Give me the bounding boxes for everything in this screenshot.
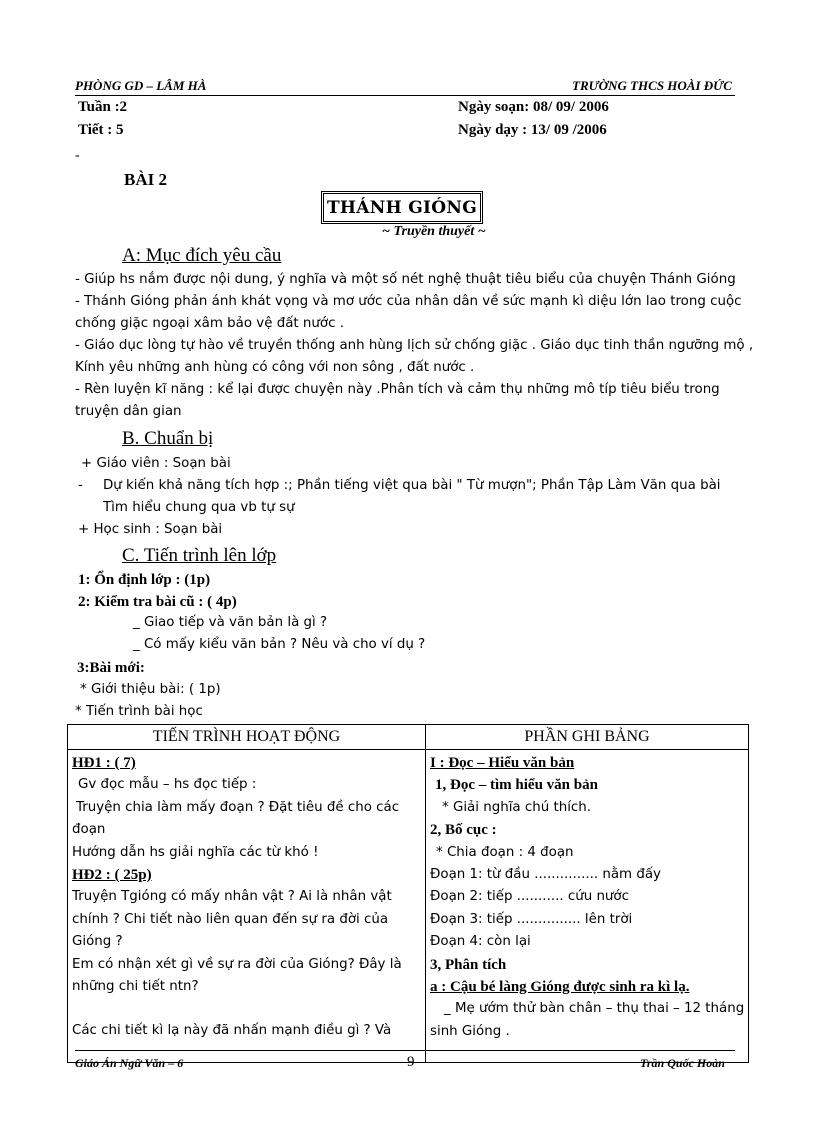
school-district: PHÒNG GD – LÂM HÀ <box>75 78 207 93</box>
section-a-line: - Thánh Gióng phản ánh khát vọng và mơ ước của nhân dân về sức mạnh kì diệu lớn lao trong cuộc <box>75 294 742 309</box>
lesson-table <box>67 724 749 1063</box>
section-c-heading: C. Tiến trình lên lớp <box>122 545 277 566</box>
board-cell <box>426 750 749 1063</box>
section-b-line: Tìm hiểu chung qua vb tự sự <box>103 500 295 515</box>
lesson-number: BÀI 2 <box>124 170 167 189</box>
board-line: * Giải nghĩa chú thích. <box>442 799 592 815</box>
period-label: Tiết : 5 <box>78 122 124 138</box>
board-line: Đoạn 2: tiếp ........... cứu nước <box>430 889 629 905</box>
board-heading-1: I : Đọc – Hiểu văn bản <box>430 755 575 771</box>
header-rule <box>75 95 735 96</box>
section-a-line: truyện dân gian <box>75 404 182 419</box>
prep-date: Ngày soạn: 08/ 09/ 2006 <box>458 99 609 115</box>
section-a-line: - Giúp hs nắm được nội dung, ý nghĩa và một số nét nghệ thuật tiêu biểu của chuyện Thánh Gióng <box>75 272 736 287</box>
section-a-line: - Rèn luyện kĩ năng : kể lại được chuyện này .Phân tích và cảm thụ những mô típ tiêu biểu trong <box>75 382 720 397</box>
activity-line: Các chi tiết kì lạ này đã nhấn mạnh điều gì ? Và <box>72 1023 392 1039</box>
section-a-line: chống giặc ngoại xâm bảo vệ đất nước . <box>75 316 344 331</box>
board-subheading: 3, Phân tích <box>430 956 507 973</box>
lesson-title: THÁNH GIÓNG <box>321 191 483 224</box>
section-a-heading: A: Mục đích yêu cầu <box>122 245 282 266</box>
section-a-line: Kính yêu những anh hùng có công với non sông , đất nước . <box>75 360 475 375</box>
review-question: _ Có mấy kiểu văn bản ? Nêu và cho ví dụ ? <box>133 637 426 652</box>
footer-author: Trần Quốc Hoàn <box>640 1056 725 1070</box>
activity-line: những chi tiết ntn? <box>72 979 199 995</box>
section-b-bullet: - <box>78 478 83 493</box>
section-b-line: Dự kiến khả năng tích hợp :; Phần tiếng việt qua bài " Từ mượn"; Phần Tập Làm Văn qua bài <box>103 478 721 493</box>
section-a-line: - Giáo dục lòng tự hào về truyền thống anh hùng lịch sử chống giặc . Giáo dục tinh thần ngưỡng mộ , <box>75 338 754 353</box>
board-line: Đoạn 4: còn lại <box>430 934 531 950</box>
stray-dash: - <box>75 148 80 163</box>
board-line: Đoạn 1: từ đầu ............... nằm đấy <box>430 867 661 883</box>
activity-cell <box>68 750 426 1063</box>
activity-line: Hướng dẫn hs giải nghĩa các từ khó ! <box>72 844 319 860</box>
section-b-heading: B. Chuẩn bị <box>122 428 214 449</box>
activity-line: Em có nhận xét gì về sự ra đời của Gióng? Đây là <box>72 956 402 972</box>
intro-line: * Giới thiệu bài: ( 1p) <box>80 682 221 697</box>
activity-line: Truyện chia làm mấy đoạn ? Đặt tiêu đề cho các <box>76 799 400 815</box>
activity-line: đoạn <box>72 822 106 838</box>
activity-line: Gv đọc mẫu – hs đọc tiếp : <box>78 777 257 793</box>
footer-left: Giáo Án Ngữ Văn – 6 <box>75 1056 184 1070</box>
school-name: TRƯỜNG THCS HOÀI ĐỨC <box>572 78 732 93</box>
review-question: _ Giao tiếp và văn bản là gì ? <box>133 615 328 630</box>
activity-line: Gióng ? <box>72 934 123 950</box>
step-3: 3:Bài mới: <box>77 660 145 676</box>
lesson-genre: ~ Truyền thuyết ~ <box>382 224 486 239</box>
section-b-line: + Học sinh : Soạn bài <box>78 522 223 537</box>
activity-line: Truyện Tgióng có mấy nhân vật ? Ai là nhân vật <box>72 889 392 905</box>
board-subheading: 2, Bố cục : <box>430 822 497 839</box>
footer-rule <box>75 1050 735 1051</box>
section-b-line: + Giáo viên : Soạn bài <box>81 456 231 471</box>
table-header-activity: TIẾN TRÌNH HOẠT ĐỘNG <box>68 725 426 750</box>
step-2: 2: Kiểm tra bài cũ : ( 4p) <box>78 594 237 610</box>
teach-date: Ngày dạy : 13/ 09 /2006 <box>458 122 607 138</box>
process-line: * Tiến trình bài học <box>75 704 203 719</box>
table-header-board: PHẦN GHI BẢNG <box>426 725 749 750</box>
step-1: 1: Ổn định lớp : (1p) <box>78 572 211 588</box>
board-subheading-a: a : Cậu bé làng Gióng được sinh ra kì lạ. <box>430 979 690 996</box>
page-number: 9 <box>407 1054 415 1070</box>
board-subheading: 1, Đọc – tìm hiểu văn bản <box>435 777 598 794</box>
board-line: * Chia đoạn : 4 đoạn <box>436 844 574 860</box>
board-line: Đoạn 3: tiếp ............... lên trời <box>430 911 633 927</box>
board-line: _ Mẹ ướm thử bàn chân – thụ thai – 12 tháng <box>444 1001 745 1017</box>
week-label: Tuần :2 <box>78 99 128 115</box>
activity-1-heading: HĐ1 : ( 7) <box>72 755 136 771</box>
activity-line: chính ? Chi tiết nào liên quan đến sự ra đời của <box>72 911 389 927</box>
activity-2-heading: HĐ2 : ( 25p) <box>72 867 152 884</box>
board-line: sinh Gióng . <box>430 1023 510 1039</box>
